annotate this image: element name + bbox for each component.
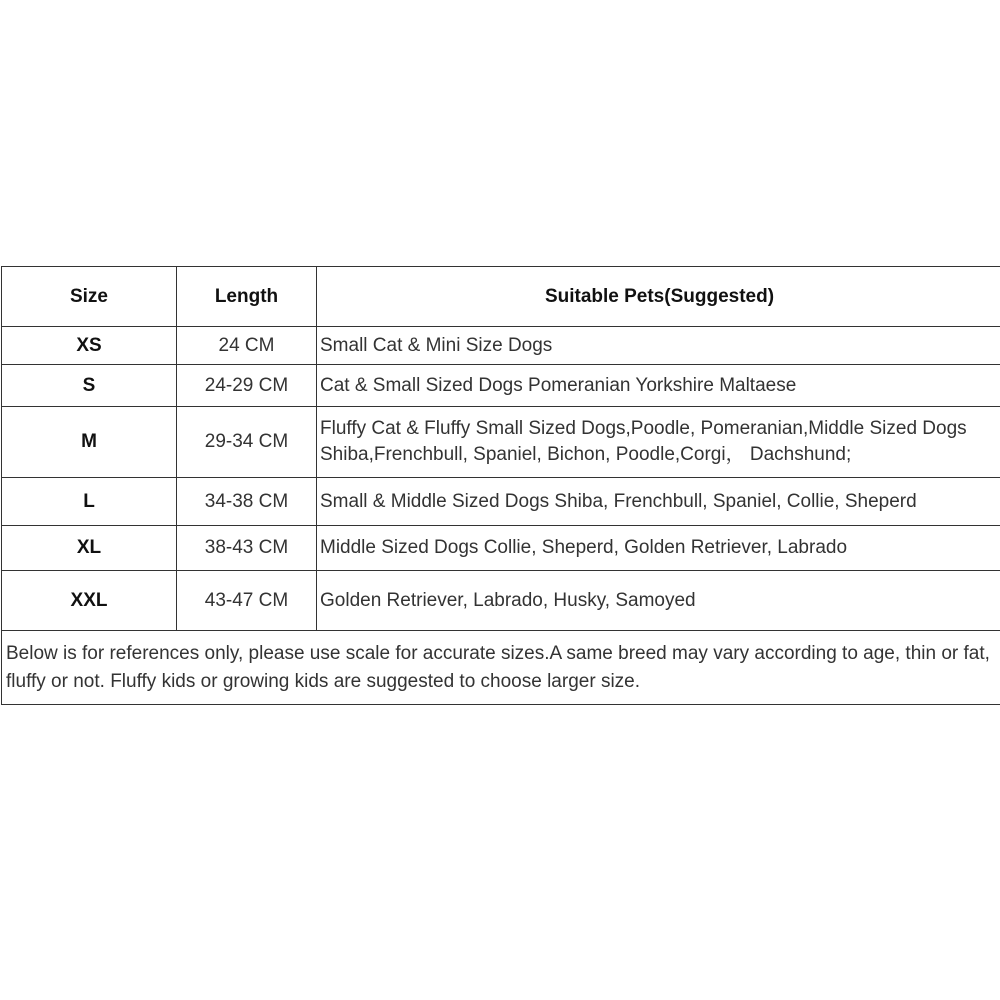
table-row: [2, 526, 1000, 571]
size-cell: M: [2, 407, 177, 478]
pets-cell: Middle Sized Dogs Collie, Sheperd, Golden Retriever, Labrado: [317, 526, 1000, 571]
pets-cell: Small & Middle Sized Dogs Shiba, Frenchbull, Spaniel, Collie, Sheperd: [317, 478, 1000, 526]
pets-cell: Golden Retriever, Labrado, Husky, Samoyed: [317, 571, 1000, 631]
table-row: [2, 478, 1000, 526]
table-row: [2, 365, 1000, 407]
table-row: [2, 327, 1000, 365]
length-cell: 38-43 CM: [177, 526, 317, 571]
table-note-row: [2, 631, 1000, 705]
pets-cell: Fluffy Cat & Fluffy Small Sized Dogs,Poodle, Pomeranian,Middle Sized Dogs Shiba,Frenchbull, Spaniel, Bichon, Poodle,Corgi， Dachshund;: [317, 407, 1000, 478]
size-note: Below is for references only, please use scale for accurate sizes.A same breed may vary according to age, thin or fat, fluffy or not. Fluffy kids or growing kids are suggested to choose larger size.: [2, 631, 1000, 705]
size-cell: XXL: [2, 571, 177, 631]
pets-cell: Small Cat & Mini Size Dogs: [317, 327, 1000, 365]
header-suitable-pets: Suitable Pets(Suggested): [317, 267, 1000, 327]
table-header-row: [2, 267, 1000, 327]
size-chart-table: [1, 266, 1000, 705]
size-cell: XS: [2, 327, 177, 365]
table-row: [2, 407, 1000, 478]
size-cell: L: [2, 478, 177, 526]
length-cell: 43-47 CM: [177, 571, 317, 631]
table-row: [2, 571, 1000, 631]
header-length: Length: [177, 267, 317, 327]
length-cell: 24-29 CM: [177, 365, 317, 407]
length-cell: 34-38 CM: [177, 478, 317, 526]
header-size: Size: [2, 267, 177, 327]
length-cell: 29-34 CM: [177, 407, 317, 478]
pets-cell: Cat & Small Sized Dogs Pomeranian Yorkshire Maltaese: [317, 365, 1000, 407]
size-cell: S: [2, 365, 177, 407]
length-cell: 24 CM: [177, 327, 317, 365]
size-cell: XL: [2, 526, 177, 571]
